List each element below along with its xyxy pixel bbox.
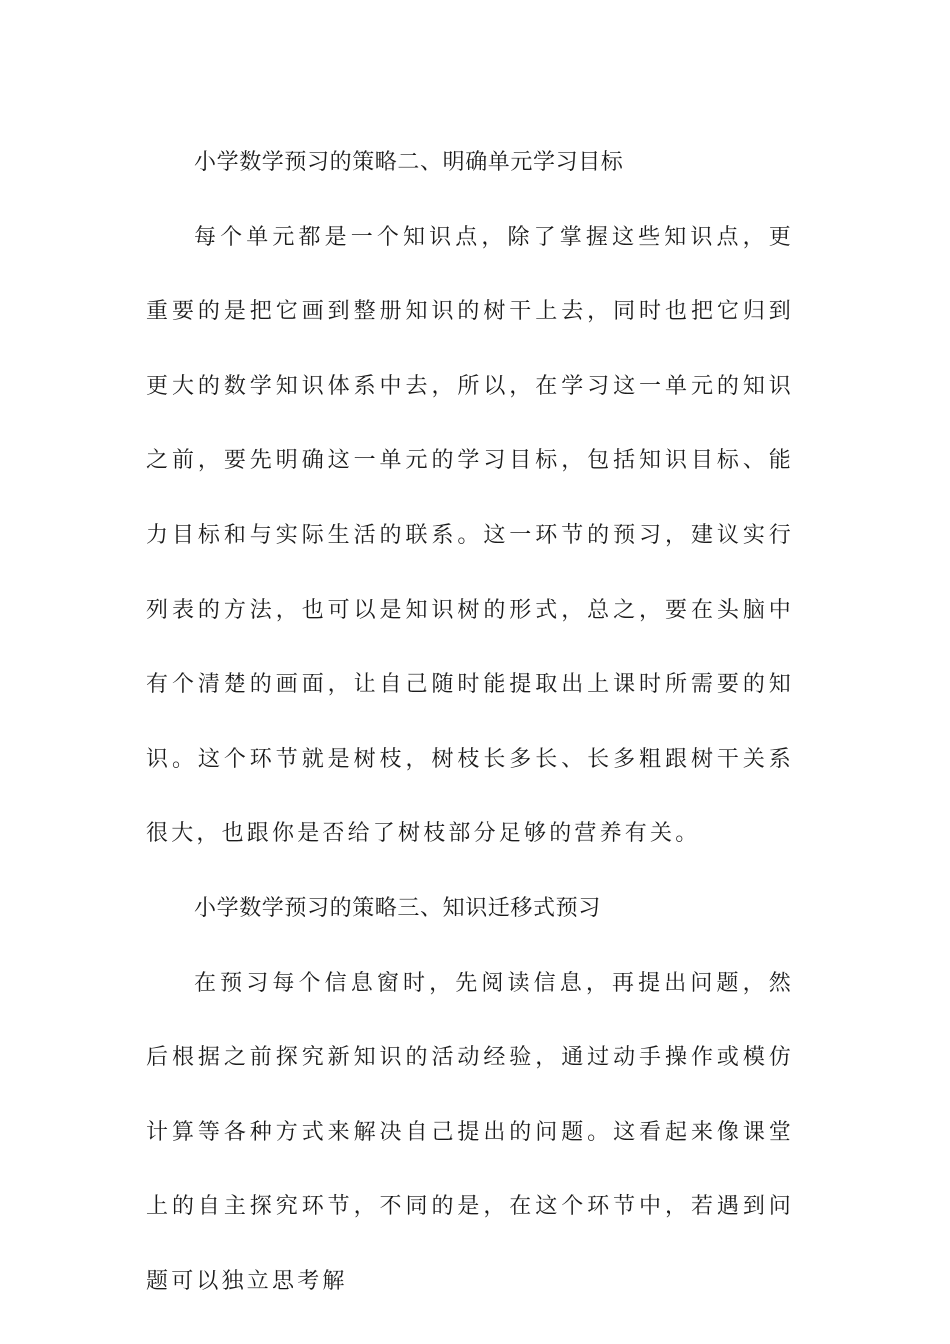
paragraph-knowledge-transfer: 在预习每个信息窗时，先阅读信息，再提出问题，然后根据之前探究新知识的活动经验，通过动手操作或模仿计算等各种方式来解决自己提出的问题。这看起来像课堂上的自主探究环节，不同的是，在这个环节中，若遇到问题可以独立思考解 <box>146 970 794 1294</box>
document-page <box>146 126 794 1320</box>
section-heading-strategy-three: 小学数学预习的策略三、知识迁移式预习 <box>194 895 601 921</box>
paragraph-unit-goals: 每个单元都是一个知识点，除了掌握这些知识点，更重要的是把它画到整册知识的树干上去，同时也把它归到更大的数学知识体系中去，所以，在学习这一单元的知识之前，要先明确这一单元的学习目标，包括知识目标、能力目标和与实际生活的联系。这一环节的预习，建议实行列表的方法，也可以是知识树的形式，总之，要在头脑中有个清楚的画面，让自己随时能提取出上课时所需要的知识。这个环节就是树枝，树枝长多长、长多粗跟树干关系很大，也跟你是否给了树枝部分足够的营养有关。 <box>146 224 794 847</box>
section-heading-strategy-two: 小学数学预习的策略二、明确单元学习目标 <box>194 150 624 175</box>
